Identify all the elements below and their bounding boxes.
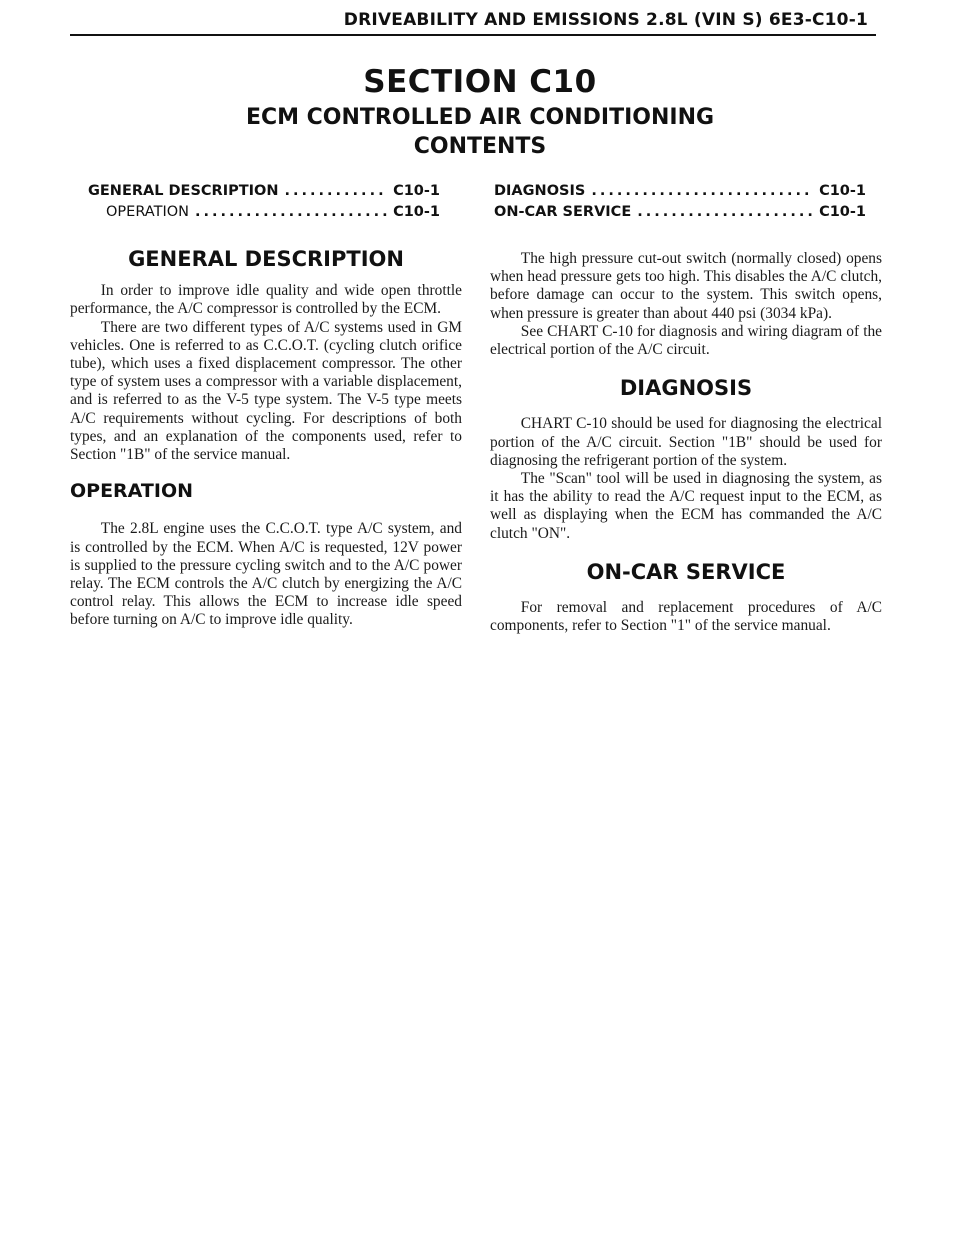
general-description-paragraph: In order to improve idle quality and wide open throttle performance, the A/C compressor is controlled by the ECM. xyxy=(70,282,462,318)
toc-entry-title: OPERATION xyxy=(106,204,189,220)
toc-entry-page: C10-1 xyxy=(819,183,866,199)
contents-heading: CONTENTS xyxy=(413,134,547,159)
toc-entry-diagnosis[interactable] xyxy=(494,183,866,204)
toc-entry-operation[interactable] xyxy=(88,204,440,225)
toc-entry-title: ON-CAR SERVICE xyxy=(494,204,632,220)
toc-entry-page: C10-1 xyxy=(393,183,440,199)
header-rule xyxy=(70,34,876,36)
toc-entry-title: DIAGNOSIS xyxy=(494,183,586,199)
general-description-paragraph: There are two different types of A/C systems used in GM vehicles. One is referred to as C.C.O.T. (cycling clutch orifice tube), which uses a fixed displacement compressor. The other type of system uses a compressor with a variable displacement, and is referred to as the V-5 type system. The V-5 type meets A/C requirements without cycling. For descriptions of both types, and an explanation of the components used, refer to Section "1B" of the service manual. xyxy=(70,318,462,464)
toc-entry-on-car-service[interactable] xyxy=(494,204,866,225)
left-column xyxy=(70,247,462,630)
operation-paragraph: The high pressure cut-out switch (normally closed) opens when head pressure gets too high. This disables the A/C clutch, before damage can occur to the system. This switch opens, when pressure is greater than about 440 psi (3034 kPa). xyxy=(490,250,882,322)
on-car-service-heading: ON-CAR SERVICE xyxy=(586,559,786,584)
table-of-contents-left xyxy=(88,183,440,225)
operation-heading: OPERATION xyxy=(70,480,193,503)
section-title: SECTION C10 xyxy=(363,64,597,100)
general-description-heading: GENERAL DESCRIPTION xyxy=(128,247,404,271)
operation-paragraph: The 2.8L engine uses the C.C.O.T. type A/C system, and is controlled by the ECM. When A/C is requested, 12V power is supplied to the pressure cycling switch and to the A/C power relay. The ECM controls the A/C clutch by energizing the A/C control relay. This allows the ECM to increase idle speed before turning on A/C to improve idle quality. xyxy=(70,520,462,629)
toc-entry-page: C10-1 xyxy=(393,204,440,220)
toc-leader-dots xyxy=(284,183,387,199)
right-column xyxy=(490,250,882,635)
toc-leader-dots xyxy=(195,204,387,220)
on-car-service-paragraph: For removal and replacement procedures of A/C components, refer to Section "1" of the service manual. xyxy=(490,599,882,635)
toc-entry-general-description[interactable] xyxy=(88,183,440,204)
diagnosis-paragraph: CHART C-10 should be used for diagnosing the electrical portion of the A/C circuit. Section "1B" should be used for diagnosing the refrigerant portion of the system. xyxy=(490,415,882,469)
running-header: DRIVEABILITY AND EMISSIONS 2.8L (VIN S) 6E3-C10-1 xyxy=(343,10,868,30)
operation-paragraph: See CHART C-10 for diagnosis and wiring diagram of the electrical portion of the A/C circuit. xyxy=(490,322,882,359)
toc-entry-page: C10-1 xyxy=(819,204,866,220)
toc-entry-title: GENERAL DESCRIPTION xyxy=(88,183,279,199)
table-of-contents-right xyxy=(494,183,866,225)
toc-leader-dots xyxy=(637,204,813,220)
diagnosis-heading: DIAGNOSIS xyxy=(619,376,753,401)
toc-leader-dots xyxy=(591,183,813,199)
section-subtitle: ECM CONTROLLED AIR CONDITIONING xyxy=(245,105,715,130)
diagnosis-paragraph: The "Scan" tool will be used in diagnosing the system, as it has the ability to read the A/C request input to the ECM, as well as displaying when the ECM has commanded the A/C clutch "ON". xyxy=(490,470,882,542)
